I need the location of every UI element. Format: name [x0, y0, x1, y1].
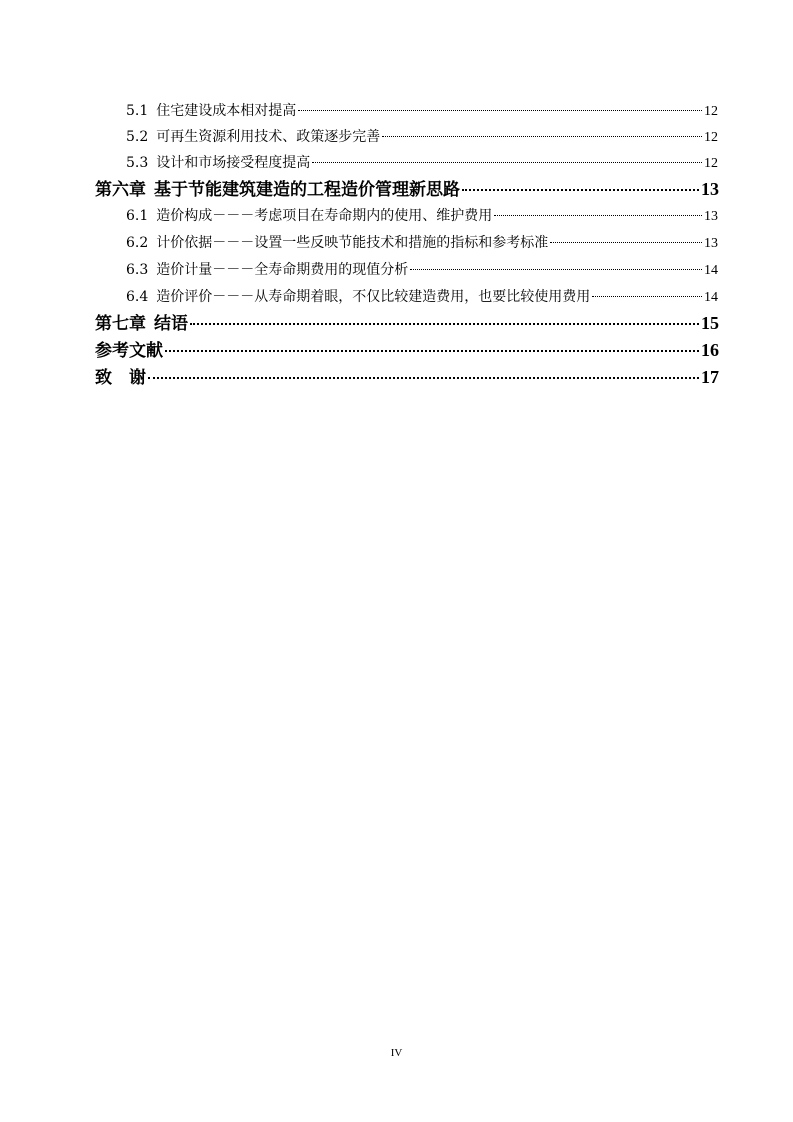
toc-entry-number: 5.1	[126, 103, 149, 119]
toc-references[interactable]	[95, 338, 719, 362]
toc-entry-title: 计价依据－－－设置一些反映节能技术和措施的指标和参考标准	[156, 235, 549, 251]
toc-dot-leader	[494, 215, 702, 216]
toc-entry-6-4[interactable]	[126, 287, 718, 307]
toc-dot-leader	[410, 269, 702, 270]
page-number: IV	[390, 1047, 403, 1059]
toc-entry-number: 5.2	[126, 129, 149, 145]
toc-entry-number: 6.4	[126, 289, 149, 305]
toc-entry-title: 造价构成－－－考虑项目在寿命期内的使用、维护费用	[156, 208, 493, 224]
toc-entry-page: 13	[704, 236, 718, 251]
toc-entry-title: 住宅建设成本相对提高	[156, 103, 297, 119]
toc-dot-leader	[592, 296, 702, 297]
toc-chapter-6[interactable]	[95, 177, 719, 201]
toc-chapter-page: 17	[701, 367, 719, 387]
toc-entry-5-2[interactable]	[126, 127, 718, 147]
toc-dot-leader	[312, 162, 702, 163]
toc-dot-leader	[462, 189, 699, 191]
toc-entry-6-2[interactable]	[126, 233, 718, 253]
toc-entry-number: 6.2	[126, 235, 149, 251]
toc-acknowledgements[interactable]	[95, 365, 719, 389]
toc-entry-title: 造价计量－－－全寿命期费用的现值分析	[156, 262, 409, 278]
toc-entry-number: 6.1	[126, 208, 149, 224]
toc-entry-page: 13	[704, 209, 718, 224]
toc-dot-leader	[550, 242, 702, 243]
toc-chapter-title: 参考文献	[95, 341, 163, 361]
toc-entry-6-1[interactable]	[126, 206, 718, 226]
toc-dot-leader	[165, 350, 699, 352]
toc-dot-leader	[148, 377, 699, 379]
toc-entry-page: 14	[704, 263, 718, 278]
toc-entry-page: 14	[704, 290, 718, 305]
toc-entry-number: 6.3	[126, 262, 149, 278]
toc-chapter-number: 第六章	[95, 180, 146, 200]
toc-entry-title: 造价评价－－－从寿命期着眼，不仅比较建造费用，也要比较使用费用	[156, 289, 591, 305]
toc-chapter-page: 16	[701, 340, 719, 360]
toc-dot-leader	[298, 110, 702, 111]
toc-entry-number: 5.3	[126, 155, 149, 171]
toc-dot-leader	[190, 323, 699, 325]
toc-chapter-number: 第七章	[95, 314, 146, 334]
toc-entry-5-3[interactable]	[126, 153, 718, 173]
toc-entry-page: 12	[704, 104, 718, 119]
toc-dot-leader	[382, 136, 702, 137]
toc-entry-page: 12	[704, 156, 718, 171]
toc-entry-6-3[interactable]	[126, 260, 718, 280]
toc-chapter-page: 15	[701, 313, 719, 333]
toc-entry-title: 设计和市场接受程度提高	[156, 155, 311, 171]
toc-entry-page: 12	[704, 130, 718, 145]
toc-chapter-title: 结语	[154, 314, 188, 334]
toc-chapter-7[interactable]	[95, 311, 719, 335]
toc-entry-5-1[interactable]	[126, 101, 718, 121]
toc-chapter-title: 基于节能建筑建造的工程造价管理新思路	[154, 180, 460, 200]
toc-entry-title: 可再生资源利用技术、政策逐步完善	[156, 129, 381, 145]
toc-chapter-page: 13	[701, 179, 719, 199]
toc-chapter-title: 致 谢	[95, 368, 146, 388]
